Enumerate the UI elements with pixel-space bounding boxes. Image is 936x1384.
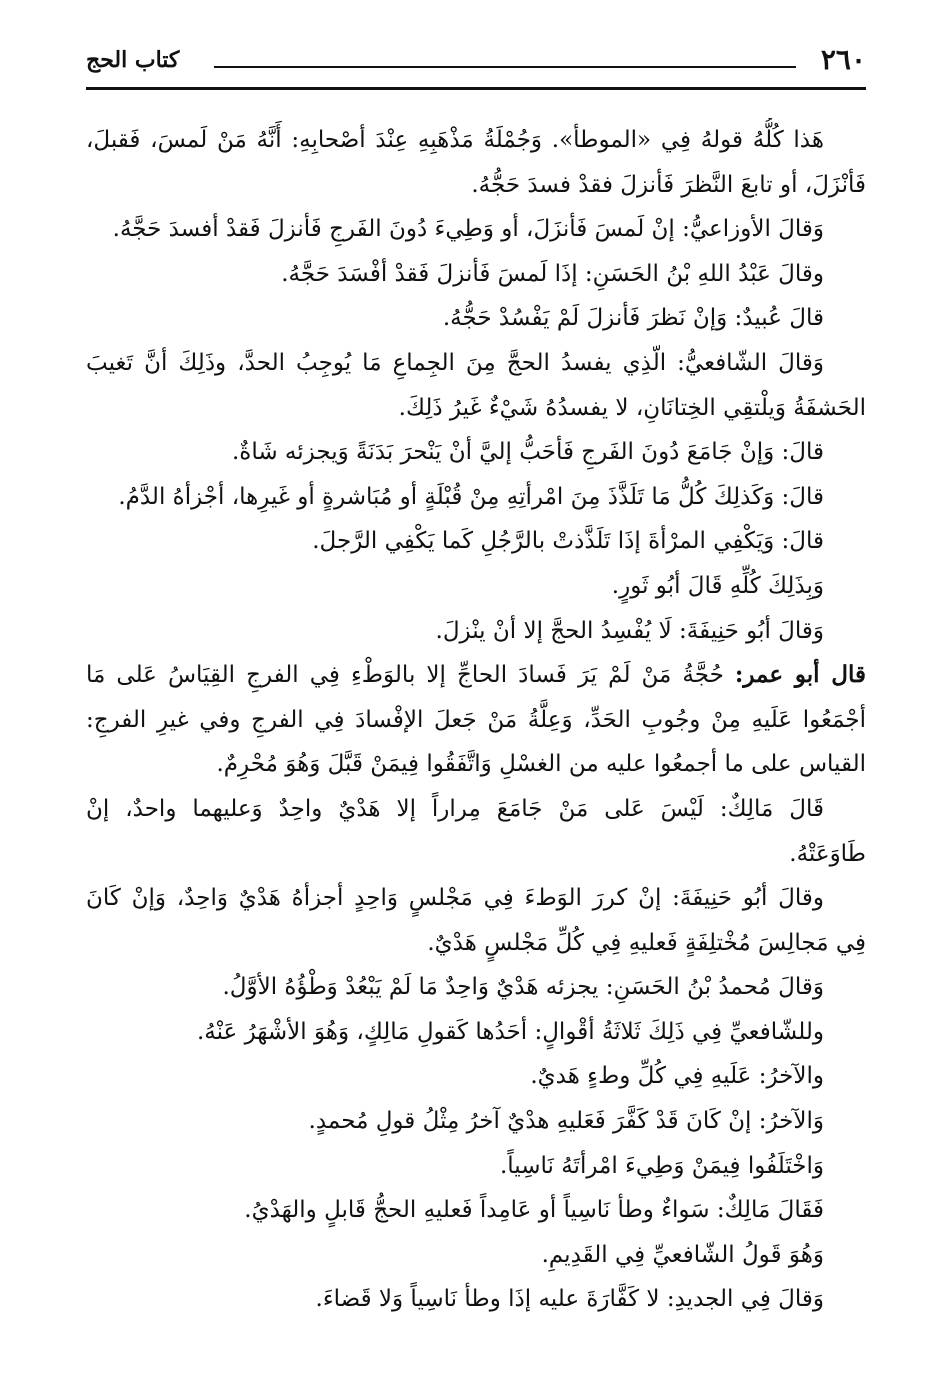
text-line [86,163,866,208]
text-line [86,1233,866,1278]
text-line [86,430,866,475]
line-text: وَقالَ فِي الجديدِ: لا كَفَّارَةَ عليه إذَا وطأ نَاسِياً وَلا قَضاءَ. [315,1286,824,1313]
line-text: القياس على ما أجمعُوا عليه من الغسْلِ وَاتَّفَقُوا فِيمَنْ قَبَّلَ وَهُوَ مُحْرِمٌ. [216,751,866,778]
text-line [86,965,866,1010]
line-text: الحَشفَةُ وَيلْتقِي الخِتانَانِ، لا يفسدُهُ شَيْءٌ غَيرُ ذَلِكَ. [398,394,866,421]
text-line [86,252,866,297]
text-line [86,1277,866,1322]
text-line [86,832,866,877]
text-line [86,876,866,921]
line-text: وَبِذَلِكَ كُلِّهِ قَالَ أبُو ثَورٍ. [611,572,824,599]
text-line [86,296,866,341]
text-line [86,921,866,966]
text-line [86,742,866,787]
line-text: وَقالَ الأوزاعيُّ: إنْ لَمسَ فَأنزَلَ، أو وَطِيءَ دُونَ الفَرجِ فَأنزلَ فَقدْ أفسدَ حَجَّهُ. [112,216,824,243]
line-text: قالَ: وَإنْ جَامَعَ دُونَ الفَرجِ فَأحَبُّ إليَّ أنْ يَنْحرَ بَدَنَةً وَيجزئه شَاةٌ. [231,439,824,466]
text-line [86,475,866,520]
text-line [86,698,866,743]
line-text: وقالَ عَبْدُ اللهِ بْنُ الحَسَنِ: إذَا لَمسَ فَأنزلَ فَقدْ أفْسَدَ حَجَّهُ. [281,260,824,287]
text-line [86,609,866,654]
line-text: فِي مَجالِسَ مُخْتلِفَةٍ فَعليهِ فِي كُلِّ مَجْلسٍ هَدْيٌ. [427,929,866,956]
text-line [86,1054,866,1099]
page-body [86,118,866,1322]
line-text: هَذا كُلُّهُ قولهُ فِي «الموطأ». وَجُمْلَةُ مَذْهَبِهِ عِنْدَ أصْحابِهِ: أَنَّهُ مَنْ لَمسَ، فَقبلَ، [86,127,824,153]
line-text: أجْمَعُوا عَلَيهِ مِنْ وجُوبِ الحَدِّ، وَعِلَّةُ مَنْ جَعلَ الإفْسادَ فِي الفرجِ وفي غيرِ الفرجِ: [86,706,866,733]
text-line [86,207,866,252]
text-line [86,1099,866,1144]
speaker-label: قال أبو عمر: [734,661,866,689]
text-line [86,564,866,609]
line-text: وللشّافعيِّ فِي ذَلِكَ ثَلاثَةُ أقْوالٍ: أحَدُها كَقولِ مَالِكٍ، وَهُوَ الأشْهَرُ عَنْهُ. [196,1018,824,1045]
line-text: وَقالَ أبُو حَنِيفَةَ: لَا يُفْسِدُ الحجَّ إلا أنْ ينْزلَ. [435,617,824,644]
line-text: فَقَالَ مَالِكٌ: سَواءٌ وطأ نَاسِياً أو عَامِداً فَعليهِ الحجُّ قَابلٍ والهَدْيُ. [244,1197,824,1224]
text-line [86,653,866,698]
line-text: والآخرُ: عَلَيهِ فِي كُلِّ وطءٍ هَديٌ. [530,1063,824,1090]
line-text: وَقالَ مُحمدُ بْنُ الحَسَنِ: يجزئه هَدْيٌ وَاحِدٌ مَا لَمْ يَبْعُدْ وَطْؤُهُ الأوَّلُ. [222,974,824,1001]
header-rule [86,87,866,90]
text-line [86,386,866,431]
text-line [86,1010,866,1055]
line-text: طَاوَعَتْهُ. [789,840,866,867]
text-line [86,341,866,386]
line-text: وَهُوَ قَولُ الشّافعيِّ فِي القَدِيمِ. [541,1241,824,1268]
line-text: وَالآخرُ: إنْ كَانَ قَدْ كَفَّرَ فَعَليهِ هدْيٌ آخرُ مِثْلُ قولِ مُحمدٍ. [308,1108,824,1135]
line-text: قالَ: وَيَكْفِي المرْأةَ إذَا تَلَذَّذتْ بالرَّجُلِ كَما يَكْفِي الرَّجلَ. [312,528,824,555]
text-line [86,1144,866,1189]
text-line [86,1188,866,1233]
text-line [86,118,866,163]
running-title: كتاب الحج [86,47,180,73]
line-text: وَقالَ الشّافعيُّ: الّذِي يفسدُ الحجَّ مِنَ الجِماعِ مَا يُوجِبُ الحدَّ، وذَلِكَ أنَّ تَغيبَ [86,349,824,376]
line-text: حُجَّةُ مَنْ لَمْ يَرَ فَسادَ الحاجِّ إلا بالوَطْءِ فِي الفرجِ القِيَاسُ عَلى مَا [86,662,735,689]
page-header [86,40,866,84]
text-line [86,519,866,564]
line-text: فَأنْزَلَ، أو تابعَ النَّظرَ فَأنزلَ فقدْ فسدَ حَجُّهُ. [471,171,866,198]
text-line [86,787,866,832]
header-line [214,66,796,68]
line-text: وقالَ أبُو حَنِيفَةَ: إنْ كررَ الوَطءَ فِي مَجْلسٍ وَاحِدٍ أجزأهُ هَدْيٌ وَاحِدٌ، وَإنْ كَانَ [86,885,824,912]
line-text: قالَ عُبيدٌ: وَإنْ نَظرَ فَأنزلَ لَمْ يَفْسُدْ حَجُّهُ. [442,305,824,332]
line-text: وَاخْتَلَفُوا فِيمَنْ وَطِيءَ امْرأتَهُ نَاسِياً. [499,1152,824,1179]
line-text: قَالَ مَالِكٌ: لَيْسَ عَلى مَنْ جَامَعَ مِراراً إلا هَدْيٌ واحِدٌ وَعليهما واحدٌ، إنْ [86,795,824,822]
page-number: ٢٦٠ [820,43,866,76]
line-text: قالَ: وَكَذلِكَ كُلُّ مَا تَلَذَّذَ مِنَ امْرأتِهِ مِنْ قُبْلَةٍ أو مُبَاشرةٍ أو غَيرِها، أجْزأهُ الدَّمُ. [118,483,824,510]
